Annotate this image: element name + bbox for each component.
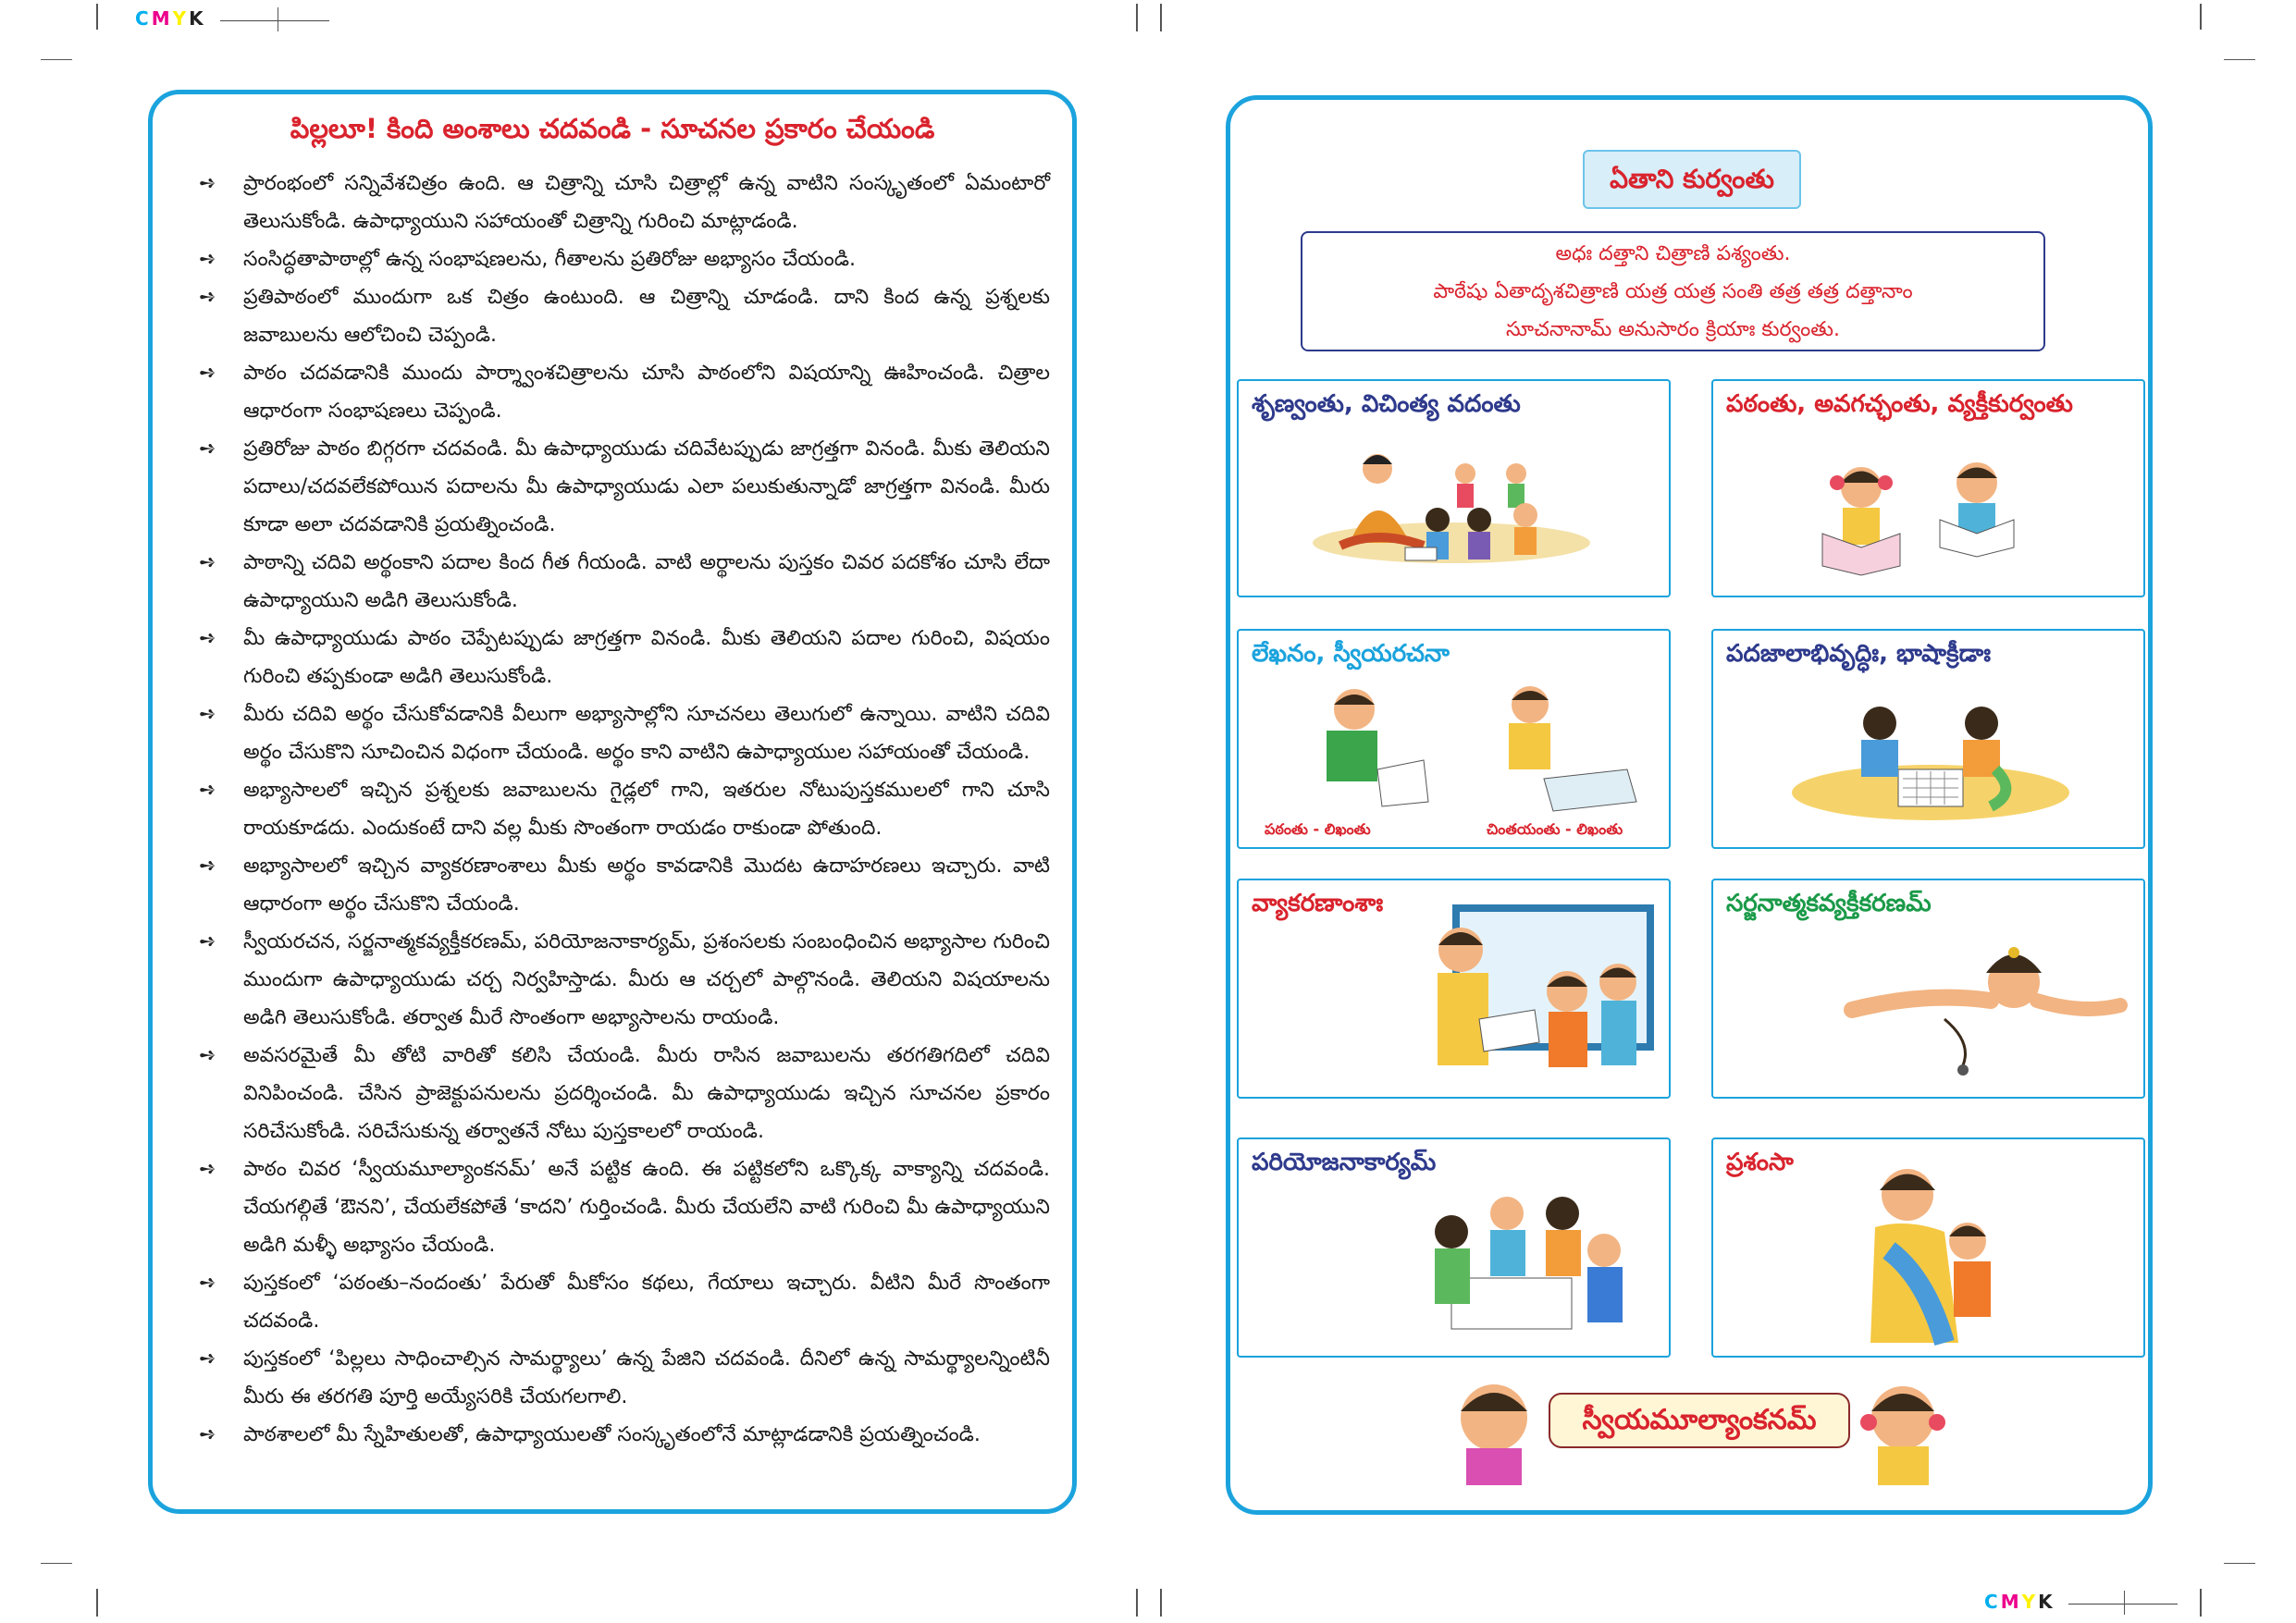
instructions-title: పిల్లలూ! కింది అంశాలు చదవండి - సూచనల ప్రకారం చేయండి: [290, 113, 935, 144]
arrow-bullet-icon: ➺: [199, 1158, 216, 1181]
crop-mark: [1160, 4, 1162, 31]
arrow-bullet-icon: ➺: [199, 1272, 216, 1295]
arrow-bullet-icon: ➺: [199, 1044, 216, 1067]
teacher-with-children-illustration: [1239, 381, 1671, 597]
caption-think-write: చింతయంతు - లిఖంతు: [1487, 820, 1623, 838]
card-writing: [1237, 629, 1671, 849]
arrow-bullet-icon: ➺: [199, 779, 216, 802]
crop-mark: [2200, 1589, 2202, 1617]
instruction-item: [199, 1264, 1050, 1340]
instruction-text: స్వీయరచన, సర్జనాత్మకవ్యక్తీకరణమ్, పరియోజనాకార్యమ్, ప్రశంసలకు సంబంధించిన అభ్యాసాల గురించి ముందుగా ఉపాధ్యాయుడు చర్చ నిర్వహిస్తాడు. మీరు ఆ చర్చలో పాల్గొనండి. తెలియని విషయాలను అడిగి తెలుసుకోండి. తర్వాత మీరే సొంతంగా అభ్యాసాలను రాయండి.: [243, 930, 1050, 1029]
card-title: శృణ్వంతు, విచింత్య వదంతు: [1252, 390, 1521, 418]
arrow-bullet-icon: ➺: [199, 437, 216, 461]
crop-mark: [2200, 4, 2202, 30]
instruction-item: [199, 240, 1050, 278]
instruction-text: ప్రతిరోజు పాఠం బిగ్గరగా చదవండి. మీ ఉపాధ్యాయుడు చదివేటప్పుడు జాగ్రత్తగా వినండి. మీకు తెలియని పదాలు/చదవలేకపోయిన పదాలను మీ ఉపాధ్యాయుడు ఎలా పలుకుతున్నాడో జాగ్రత్తగా వినండి. మీరు కూడా అలా చదవడానికి ప్రయత్నించండి.: [243, 437, 1050, 536]
crop-mark: [41, 59, 72, 60]
cmyk-c: C: [1984, 1591, 2001, 1613]
crop-mark: [2224, 1563, 2255, 1564]
children-writing-illustration: [1239, 631, 1671, 849]
card-project-work: [1237, 1137, 1671, 1358]
arrow-bullet-icon: ➺: [199, 1347, 216, 1371]
subtext-line: అధః దత్తాని చిత్రాణి పశ్యంతు.: [1555, 242, 1791, 265]
teacher-explaining-illustration: [1239, 880, 1671, 1099]
arrow-bullet-icon: ➺: [199, 703, 216, 726]
children-playing-game-illustration: [1713, 631, 2145, 849]
cmyk-k: K: [189, 7, 206, 30]
activities-heading: ఏతాని కుర్వంతు: [1583, 150, 1801, 209]
registration-line: [2068, 1604, 2178, 1605]
card-grammar: [1237, 879, 1671, 1099]
card-title: లేఖనం, స్వీయరచనా: [1252, 640, 1450, 668]
crop-mark: [1136, 4, 1138, 31]
instruction-text: పాఠం చివర ‘స్వీయమూల్యాంకనమ్’ అనే పట్టిక ఉంది. ఈ పట్టికలోని ఒక్కొక్క వాక్యాన్ని చదవండి. చేయగల్గితే ‘ఔనని’, చేయలేకపోతే ‘కాదని’ గుర్తించండి. మీరు చేయలేని వాటి గురించి మీ ఉపాధ్యాయుని అడిగి మళ్ళీ అభ్యాసం చేయండి.: [243, 1158, 1050, 1257]
arrow-bullet-icon: ➺: [199, 286, 216, 309]
crop-mark: [41, 1563, 72, 1564]
instruction-text: పాఠాన్ని చదివి అర్థంకాని పదాల కింద గీత గీయండి. వాటి అర్థాలను పుస్తకం చివర పదకోశం చూసి లేదా ఉపాధ్యాయుని అడిగి తెలుసుకోండి.: [243, 551, 1050, 612]
cmyk-m: M: [151, 7, 173, 30]
instruction-item: [199, 354, 1050, 430]
registration-line: [220, 20, 329, 21]
instruction-item: [199, 847, 1050, 923]
cmyk-c: C: [135, 7, 152, 30]
card-title: పఠంతు, అవగచ్ఛంతు, వ్యక్తీకుర్వంతు: [1726, 390, 2073, 418]
instructions-list: [199, 165, 1050, 1454]
instructions-panel: [148, 90, 1077, 1514]
crop-mark: [96, 4, 98, 30]
activities-subtext: [1301, 231, 2045, 351]
card-title: ప్రశంసా: [1726, 1149, 1794, 1176]
cmyk-y: Y: [172, 7, 190, 30]
instruction-text: సంసిద్ధతాపాఠాల్లో ఉన్న సంభాషణలను, గీతాలను ప్రతిరోజు అభ్యాసం చేయండి.: [243, 248, 857, 271]
subtext-line: సూచనానామ్ అనుసారం క్రియాః కుర్వంతు.: [1505, 318, 1841, 341]
cmyk-mark-top: [135, 7, 206, 30]
instruction-item: [199, 430, 1050, 544]
self-evaluation-badge: స్వీయమూల్యాంకనమ్: [1549, 1393, 1850, 1448]
card-vocabulary-games: [1711, 629, 2145, 849]
arrow-bullet-icon: ➺: [199, 855, 216, 878]
instruction-text: పుస్తకంలో ‘పఠంతు–నందంతు’ పేరుతో మీకోసం కథలు, గేయాలు ఇచ్చారు. వీటిని మీరే సొంతంగా చదవండి.: [243, 1272, 1050, 1333]
crop-mark: [2224, 59, 2255, 60]
card-title: వ్యాకరణాంశాః: [1252, 890, 1384, 917]
arrow-bullet-icon: ➺: [199, 551, 216, 574]
card-listen-speak: [1237, 379, 1671, 597]
activities-panel: [1226, 95, 2153, 1515]
arrow-bullet-icon: ➺: [199, 172, 216, 195]
crop-mark: [1160, 1589, 1162, 1617]
card-read-express: [1711, 379, 2145, 597]
card-appreciation: [1711, 1137, 2145, 1358]
crop-mark: [1136, 1589, 1138, 1617]
instruction-item: [199, 165, 1050, 240]
mother-praising-child-illustration: [1713, 1139, 2145, 1358]
instruction-text: పుస్తకంలో ‘పిల్లలు సాధించాల్సిన సామర్థ్యాలు’ ఉన్న పేజిని చదవండి. దీనిలో ఉన్న సామర్థ్యాలన్నింటినీ మీరు ఈ తరగతి పూర్తి అయ్యేసరికి చేయగలగాలి.: [243, 1347, 1050, 1408]
cmyk-m: M: [2000, 1591, 2022, 1613]
instruction-item: [199, 695, 1050, 771]
arrow-bullet-icon: ➺: [199, 362, 216, 385]
instruction-item: [199, 923, 1050, 1037]
card-title: పరియోజనాకార్యమ్: [1252, 1149, 1437, 1176]
instruction-item: [199, 620, 1050, 695]
cmyk-mark-bottom: [1984, 1591, 2055, 1613]
card-title: పదజాలాభివృద్ధిః, భాషాక్రీడాః: [1726, 640, 1992, 668]
card-title: సర్జనాత్మకవ్యక్తీకరణమ్: [1726, 890, 1932, 917]
instruction-text: పాఠశాలలో మీ స్నేహితులతో, ఉపాధ్యాయులతో సంస్కృతంలోనే మాట్లాడడానికి ప్రయత్నించండి.: [243, 1423, 981, 1446]
instruction-text: అభ్యాసాలలో ఇచ్చిన ప్రశ్నలకు జవాబులను గైడ్లలో గాని, ఇతరుల నోటుపుస్తకములలో గాని చూసి రాయకూడదు. ఎందుకంటే దాని వల్ల మీకు సొంతంగా రాయడం రాకుండా పోతుంది.: [243, 779, 1050, 840]
instruction-item: [199, 544, 1050, 620]
crop-mark: [96, 1589, 98, 1617]
card-creative-expression: [1711, 879, 2145, 1099]
instruction-item: [199, 278, 1050, 354]
subtext-line: పాఠేషు ఏతాదృశచిత్రాణి యత్ర యత్ర సంతి తత్ర తత్ర దత్తానాం: [1433, 280, 1913, 303]
cmyk-k: K: [2038, 1591, 2055, 1613]
instruction-text: మీ ఉపాధ్యాయుడు పాఠం చెప్పేటప్పుడు జాగ్రత్తగా వినండి. మీకు తెలియని పదాల గురించి, విషయం గురించి తప్పకుండా అడిగి తెలుసుకోండి.: [243, 627, 1050, 688]
instruction-item: [199, 771, 1050, 847]
instruction-text: ప్రతిపాఠంలో ముందుగా ఒక చిత్రం ఉంటుంది. ఆ చిత్రాన్ని చూడండి. దాని కింద ఉన్న ప్రశ్నలకు జవాబులను ఆలోచించి చెప్పండి.: [243, 286, 1050, 347]
instruction-text: పాఠం చదవడానికి ముందు పార్శ్వాంశచిత్రాలను చూసి పాఠంలోని విషయాన్ని ఊహించండి. చిత్రాల ఆధారంగా సంభాషణలు చెప్పండి.: [243, 362, 1050, 423]
dancing-girl-illustration: [1713, 880, 2145, 1099]
instruction-text: ప్రారంభంలో సన్నివేశచిత్రం ఉంది. ఆ చిత్రాన్ని చూసి చిత్రాల్లో ఉన్న వాటిని సంస్కృతంలో ఏమంటారో తెలుసుకోండి. ఉపాధ్యాయుని సహాయంతో చిత్రాన్ని గురించి మాట్లాడండి.: [243, 172, 1050, 233]
caption-read-write: పఠంతు - లిఖంతు: [1265, 820, 1371, 838]
arrow-bullet-icon: ➺: [199, 930, 216, 953]
instruction-text: అభ్యాసాలలో ఇచ్చిన వ్యాకరణాంశాలు మీకు అర్థం కావడానికి మొదట ఉదాహరణలు ఇచ్చారు. వాటి ఆధారంగా అర్థం చేసుకొని చేయండి.: [243, 855, 1050, 916]
arrow-bullet-icon: ➺: [199, 627, 216, 650]
instruction-item: [199, 1340, 1050, 1416]
arrow-bullet-icon: ➺: [199, 248, 216, 271]
instruction-item: [199, 1037, 1050, 1150]
crop-mark: [2124, 1591, 2125, 1615]
instruction-item: [199, 1416, 1050, 1454]
instruction-text: అవసరమైతే మీ తోటి వారితో కలిసి చేయండి. మీరు రాసిన జవాబులను తరగతిగదిలో చదివి వినిపించండి. చేసిన ప్రాజెక్టుపనులను ప్రదర్శించండి. మీ ఉపాధ్యాయుడు ఇచ్చిన సూచనల ప్రకారం సరిచేసుకోండి. సరిచేసుకున్న తర్వాతనే నోటు పుస్తకాలలో రాయండి.: [243, 1044, 1050, 1143]
instruction-item: [199, 1150, 1050, 1264]
arrow-bullet-icon: ➺: [199, 1423, 216, 1446]
cmyk-y: Y: [2021, 1591, 2039, 1613]
group-project-illustration: [1239, 1139, 1671, 1358]
instruction-text: మీరు చదివి అర్థం చేసుకోవడానికి వీలుగా అభ్యాసాల్లోని సూచనలు తెలుగులో ఉన్నాయి. వాటిని చదివి అర్థం చేసుకొని సూచించిన విధంగా చేయండి. అర్థం కాని వాటిని ఉపాధ్యాయుల సహాయంతో చేయండి.: [243, 703, 1050, 764]
children-reading-illustration: [1713, 381, 2145, 597]
